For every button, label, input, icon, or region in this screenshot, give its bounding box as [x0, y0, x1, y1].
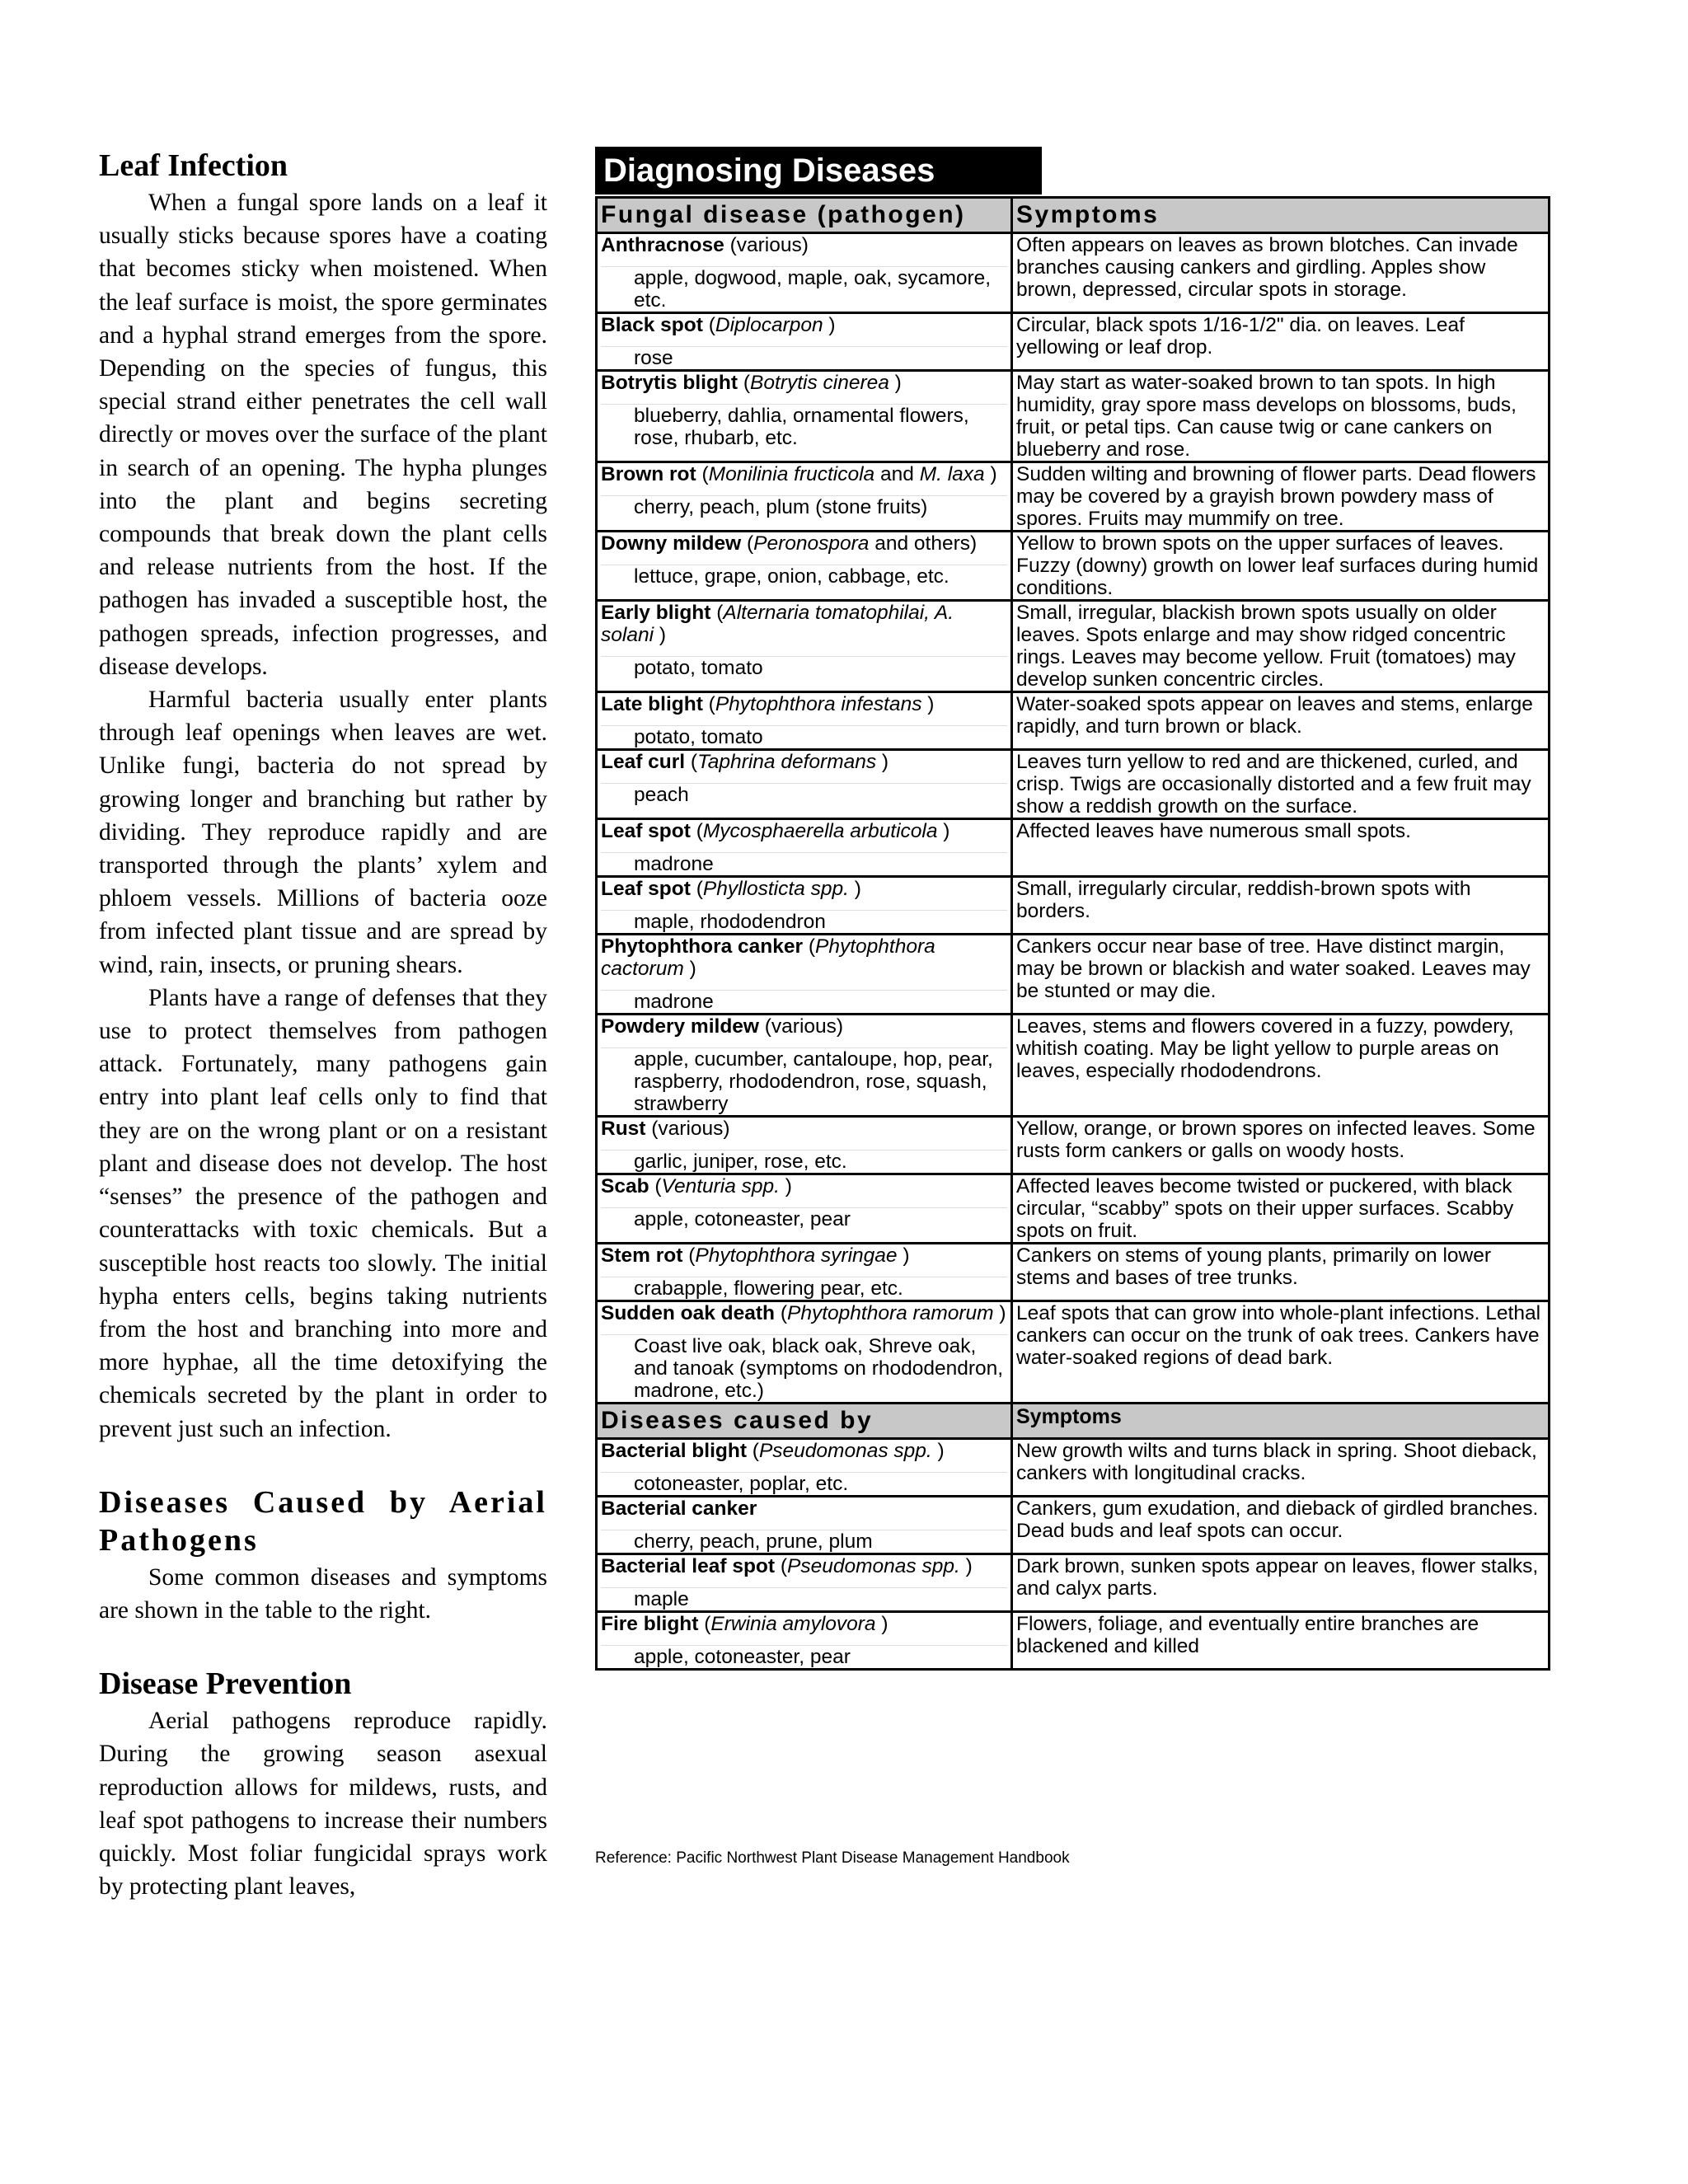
pathogen-name: Phytophthora syringae — [695, 1244, 898, 1267]
diagnosing-diseases-panel — [595, 147, 1550, 1671]
table-row — [597, 601, 1550, 692]
symptoms-cell: Often appears on leaves as brown blotches. Can invade branches causing cankers and girdling. Apples show brown, depressed, circular spots in storage. — [1012, 233, 1550, 313]
disease-name: Sudden oak death — [601, 1302, 776, 1324]
disease-name: Brown rot — [601, 463, 696, 485]
table-row — [597, 1174, 1550, 1244]
paragraph-fungal-spore: When a fungal spore lands on a leaf it usually sticks because spores have a coating that becomes sticky when moistened. When the leaf surface is moist, the spore germinates and a hyphal strand emerges from the spore. Depending on the species of fungus, this special strand either penetrates the cell wall directly or moves over the surface of the plant in search of an opening. The hypha plunges into the plant and begins secreting compounds that break down the plant cells and release nutrients from the host. If the pathogen has invaded a susceptible host, the pathogen spreads, infection progresses, and disease develops. — [99, 190, 547, 680]
host-plants: rose — [601, 346, 1007, 369]
disease-cell — [597, 532, 1012, 601]
pathogen-paren-open: ( — [690, 820, 703, 842]
disease-name: Leaf spot — [601, 820, 691, 842]
disease-cell — [597, 819, 1012, 877]
host-plants: madrone — [601, 852, 1007, 875]
host-plants: peach — [601, 783, 1007, 806]
pathogen-paren-open: (various) — [724, 234, 809, 256]
pathogen-paren-close: ) — [823, 314, 836, 336]
disease-cell — [597, 935, 1012, 1015]
symptoms-cell: Small, irregular, blackish brown spots usually on older leaves. Spots enlarge and may show ridged concentric rings. Leaves may become yellow. Fruit (tomatoes) may develop sunken concentric circles. — [1012, 601, 1550, 692]
symptoms-cell: Sudden wilting and browning of flower parts. Dead flowers may be covered by a grayish brown powdery mass of spores. Fruits may mummify on tree. — [1012, 462, 1550, 532]
pathogen-paren-close: ) — [889, 372, 902, 394]
pathogen-paren-close: ) — [848, 878, 861, 900]
symptoms-cell: Leaves, stems and flowers covered in a fuzzy, powdery, whitish coating. May be light yellow to purple areas on leaves, especially rhododendrons. — [1012, 1015, 1550, 1117]
table-row — [597, 1439, 1550, 1497]
pathogen-name: Peronospora — [753, 532, 870, 555]
disease-cell — [597, 1301, 1012, 1404]
host-plants: apple, cucumber, cantaloupe, hop, pear, raspberry, rhododendron, rose, squash, strawberry — [601, 1047, 1007, 1115]
disease-cell — [597, 313, 1012, 371]
pathogen-name: Venturia spp. — [661, 1175, 780, 1197]
pathogen-name: Taphrina deformans — [697, 751, 877, 773]
symptoms-cell: Yellow, orange, or brown spores on infected leaves. Some rusts form cankers or galls on woody hosts. — [1012, 1117, 1550, 1174]
pathogen-paren-close: ) — [931, 1440, 945, 1462]
pathogen-name: Phytophthora cactorum — [601, 935, 935, 980]
pathogen-name: Phytophthora ramorum — [786, 1302, 994, 1324]
table-row — [597, 750, 1550, 819]
symptoms-cell: Leaves turn yellow to red and are thickened, curled, and crisp. Twigs are occasionally distorted and a few fruit may show a reddish growth on the surface. — [1012, 750, 1550, 819]
disease-name: Anthracnose — [601, 234, 724, 256]
pathogen-paren-open: ( — [696, 463, 709, 485]
pathogen-name: Pseudomonas spp. — [787, 1555, 960, 1577]
pathogen-name: Alternaria tomatophilai, A. solani — [601, 602, 954, 646]
pathogen-paren-open: ( — [690, 878, 703, 900]
pathogen-paren-open: ( — [702, 693, 715, 715]
pathogen-name: Mycosphaerella arbuticola — [702, 820, 938, 842]
host-plants: cotoneaster, poplar, etc. — [601, 1472, 1007, 1495]
pathogen-name: Botrytis cinerea — [750, 372, 889, 394]
pathogen-paren-open: ( — [775, 1302, 787, 1324]
table-row — [597, 1117, 1550, 1174]
symptoms-cell: Affected leaves become twisted or puckered, with black circular, “scabby” spots on their upper surfaces. Scabby spots on fruit. — [1012, 1174, 1550, 1244]
pathogen-name: Pseudomonas spp. — [758, 1440, 932, 1462]
pathogen-name: Monilinia fructicola — [708, 463, 875, 485]
disease-cell — [597, 462, 1012, 532]
host-plants: potato, tomato — [601, 725, 1007, 748]
table-row — [597, 819, 1550, 877]
host-plants: apple, cotoneaster, pear — [601, 1207, 1007, 1230]
paragraph-bacteria: Harmful bacteria usually enter plants through leaf openings when leaves are wet. Unlike fungi, bacteria do not spread by growing longer and branching but rather by dividing. They reproduce rapidly and are transported through the plants’ xylem and phloem vessels. Millions of bacteria ooze from infected plant tissue and are spread by wind, rain, insects, or pruning shears. — [99, 687, 547, 978]
symptoms-cell: Cankers, gum exudation, and dieback of girdled branches. Dead buds and leaf spots can occur. — [1012, 1497, 1550, 1554]
reference-note: Reference: Pacific Northwest Plant Disease Management Handbook — [595, 1849, 1070, 1867]
disease-cell — [597, 1015, 1012, 1117]
host-plants: apple, dogwood, maple, oak, sycamore, etc. — [601, 266, 1007, 312]
pathogen-paren-close: ) — [780, 1175, 792, 1197]
heading-aerial-pathogens: Diseases Caused by Aerial Pathogens — [99, 1484, 547, 1558]
disease-name: Bacterial blight — [601, 1440, 747, 1462]
host-plants: garlic, juniper, rose, etc. — [601, 1150, 1007, 1173]
disease-cell — [597, 1117, 1012, 1174]
pathogen-paren-close: ) — [937, 820, 950, 842]
pathogen-paren-open: ( — [685, 751, 698, 773]
table-row — [597, 877, 1550, 935]
host-plants: blueberry, dahlia, ornamental flowers, rose, rhubarb, etc. — [601, 404, 1007, 449]
disease-name: Rust — [601, 1118, 646, 1140]
pathogen-paren-open: ( — [746, 1440, 759, 1462]
pathogen-paren-close: ) — [875, 1613, 889, 1635]
table-row — [597, 935, 1550, 1015]
host-plants: lettuce, grape, onion, cabbage, etc. — [601, 565, 1007, 588]
symptoms-cell: Flowers, foliage, and eventually entire branches are blackened and killed — [1012, 1612, 1550, 1670]
heading-disease-prevention: Disease Prevention — [99, 1666, 352, 1702]
disease-name: Scab — [601, 1175, 649, 1197]
symptoms-cell: Leaf spots that can grow into whole-plant infections. Lethal cankers can occur on the trunk of oak trees. Cankers have water-soaked regions of dead bark. — [1012, 1301, 1550, 1404]
bacterial-symptoms-column-header: Symptoms — [1012, 1404, 1550, 1439]
pathogen-name: Phyllosticta spp. — [702, 878, 849, 900]
disease-name: Phytophthora canker — [601, 935, 804, 958]
disease-table — [595, 196, 1550, 1671]
symptoms-cell: May start as water-soaked brown to tan spots. In high humidity, gray spore mass develops on blossoms, buds, fruit, or petal tips. Can cause twig or cane cankers on blueberry and rose. — [1012, 371, 1550, 462]
pathogen-paren-close: ) — [897, 1244, 910, 1267]
symptoms-cell: Circular, black spots 1/16-1/2" dia. on leaves. Leaf yellowing or leaf drop. — [1012, 313, 1550, 371]
disease-cell — [597, 601, 1012, 692]
host-plants: Coast live oak, black oak, Shreve oak, and tanoak (symptoms on rhododendron, madrone, etc.) — [601, 1334, 1007, 1402]
pathogen-paren-open: ( — [803, 935, 816, 958]
bacterial-column-header: Diseases caused by — [597, 1404, 1012, 1439]
table-row — [597, 371, 1550, 462]
pathogen-paren-close: ) — [921, 693, 935, 715]
pathogen-paren-open: (various) — [758, 1015, 844, 1038]
paragraph-prevention: Aerial pathogens reproduce rapidly. During the growing season asexual reproduction allows for mildews, rusts, and leaf spot pathogens to increase their numbers quickly. Most foliar fungicidal sprays work by protecting plant leaves, — [99, 1708, 547, 1900]
disease-name: Botrytis blight — [601, 372, 738, 394]
disease-name: Fire blight — [601, 1613, 699, 1635]
pathogen-name: Phytophthora infestans — [715, 693, 922, 715]
table-row — [597, 532, 1550, 601]
symptoms-cell: New growth wilts and turns black in spring. Shoot dieback, cankers with longitudinal cracks. — [1012, 1439, 1550, 1497]
pathogen-paren-open: ( — [698, 1613, 711, 1635]
disease-cell — [597, 750, 1012, 819]
host-plants: cherry, peach, prune, plum — [601, 1530, 1007, 1553]
symptoms-cell: Water-soaked spots appear on leaves and stems, enlarge rapidly, and turn brown or black. — [1012, 692, 1550, 750]
host-plants: madrone — [601, 990, 1007, 1013]
disease-cell — [597, 692, 1012, 750]
symptoms-cell: Small, irregularly circular, reddish-brown spots with borders. — [1012, 877, 1550, 935]
pathogen-paren-close: ) — [876, 751, 889, 773]
disease-name: Bacterial leaf spot — [601, 1555, 776, 1577]
pathogen-paren-close: and others) — [869, 532, 978, 555]
disease-cell — [597, 1439, 1012, 1497]
table-row — [597, 1612, 1550, 1670]
table-row — [597, 1015, 1550, 1117]
host-plants: cherry, peach, plum (stone fruits) — [601, 495, 1007, 518]
host-plants: maple — [601, 1587, 1007, 1610]
host-plants: potato, tomato — [601, 656, 1007, 679]
disease-name: Early blight — [601, 602, 711, 624]
disease-name: Downy mildew — [601, 532, 742, 555]
disease-cell — [597, 1554, 1012, 1612]
fungal-section — [597, 198, 1550, 1404]
pathogen-paren-open: ( — [702, 314, 715, 336]
paragraph-table-reference: Some common diseases and symptoms are shown in the table to the right. — [99, 1563, 547, 1624]
disease-name: Powdery mildew — [601, 1015, 759, 1038]
pathogen-paren-close: ) — [993, 1302, 1006, 1324]
host-plants: maple, rhododendron — [601, 910, 1007, 933]
symptoms-cell: Yellow to brown spots on the upper surfaces of leaves. Fuzzy (downy) growth on lower leaf surfaces during humid conditions. — [1012, 532, 1550, 601]
table-row — [597, 1301, 1550, 1404]
pathogen-paren-open: ( — [710, 602, 724, 624]
pathogen-joiner: and — [874, 463, 920, 485]
pathogen-paren-open: ( — [775, 1555, 788, 1577]
paragraph-plant-defenses: Plants have a range of defenses that they use to protect themselves from pathogen attack. Fortunately, many pathogens gain entry into plant leaf cells only to find that they are on the wrong plant or on a resistant plant and disease does not develop. The host “senses” the presence of the pathogen and counterattacks with toxic chemicals. But a susceptible host reacts too slowly. The initial hypha enters cells, begins taking nutrients from the host and branching into more and more hyphae, all the time detoxifying the chemicals secreted by the plant in order to prevent just such an infection. — [99, 984, 547, 1442]
pathogen-paren-close: ) — [683, 958, 696, 980]
pathogen-paren-open: ( — [682, 1244, 696, 1267]
disease-cell — [597, 371, 1012, 462]
pathogen-paren-open: ( — [738, 372, 751, 394]
fungal-column-header: Fungal disease (pathogen) — [597, 198, 1012, 233]
pathogen-paren-open: (various) — [645, 1118, 730, 1140]
disease-cell — [597, 877, 1012, 935]
pathogen-paren-open: ( — [741, 532, 754, 555]
pathogen-name: Diplocarpon — [715, 314, 823, 336]
table-row — [597, 1244, 1550, 1301]
pathogen-paren-close: ) — [654, 624, 666, 646]
pathogen-paren-open: ( — [649, 1175, 662, 1197]
fungal-header-row — [597, 198, 1550, 233]
table-row — [597, 233, 1550, 313]
symptoms-cell: Cankers occur near base of tree. Have distinct margin, may be brown or blackish and water soaked. Leaves may be stunted or may die. — [1012, 935, 1550, 1015]
symptoms-cell: Dark brown, sunken spots appear on leaves, flower stalks, and calyx parts. — [1012, 1554, 1550, 1612]
table-row — [597, 1554, 1550, 1612]
disease-name: Late blight — [601, 693, 703, 715]
table-row — [597, 1497, 1550, 1554]
disease-name: Leaf curl — [601, 751, 686, 773]
table-title: Diagnosing Diseases — [595, 147, 1042, 194]
article-text-column — [99, 147, 547, 1903]
table-row — [597, 462, 1550, 532]
disease-name: Leaf spot — [601, 878, 691, 900]
disease-name: Black spot — [601, 314, 703, 336]
host-plants: apple, cotoneaster, pear — [601, 1645, 1007, 1668]
bacterial-header-row — [597, 1404, 1550, 1439]
pathogen-name: Erwinia amylovora — [710, 1613, 876, 1635]
bacterial-section — [597, 1404, 1550, 1670]
host-plants: crabapple, flowering pear, etc. — [601, 1277, 1007, 1300]
symptoms-cell: Affected leaves have numerous small spots. — [1012, 819, 1550, 877]
disease-cell — [597, 233, 1012, 313]
disease-name: Bacterial canker — [601, 1497, 757, 1520]
pathogen-paren-close: ) — [959, 1555, 973, 1577]
disease-cell — [597, 1174, 1012, 1244]
disease-cell — [597, 1612, 1012, 1670]
table-row — [597, 692, 1550, 750]
symptoms-cell: Cankers on stems of young plants, primarily on lower stems and bases of tree trunks. — [1012, 1244, 1550, 1301]
disease-name: Stem rot — [601, 1244, 683, 1267]
disease-cell — [597, 1244, 1012, 1301]
pathogen-name-2: M. laxa — [919, 463, 985, 485]
heading-leaf-infection: Leaf Infection — [99, 148, 288, 183]
table-row — [597, 313, 1550, 371]
symptoms-column-header: Symptoms — [1012, 198, 1550, 233]
pathogen-paren-close: ) — [984, 463, 997, 485]
disease-cell — [597, 1497, 1012, 1554]
